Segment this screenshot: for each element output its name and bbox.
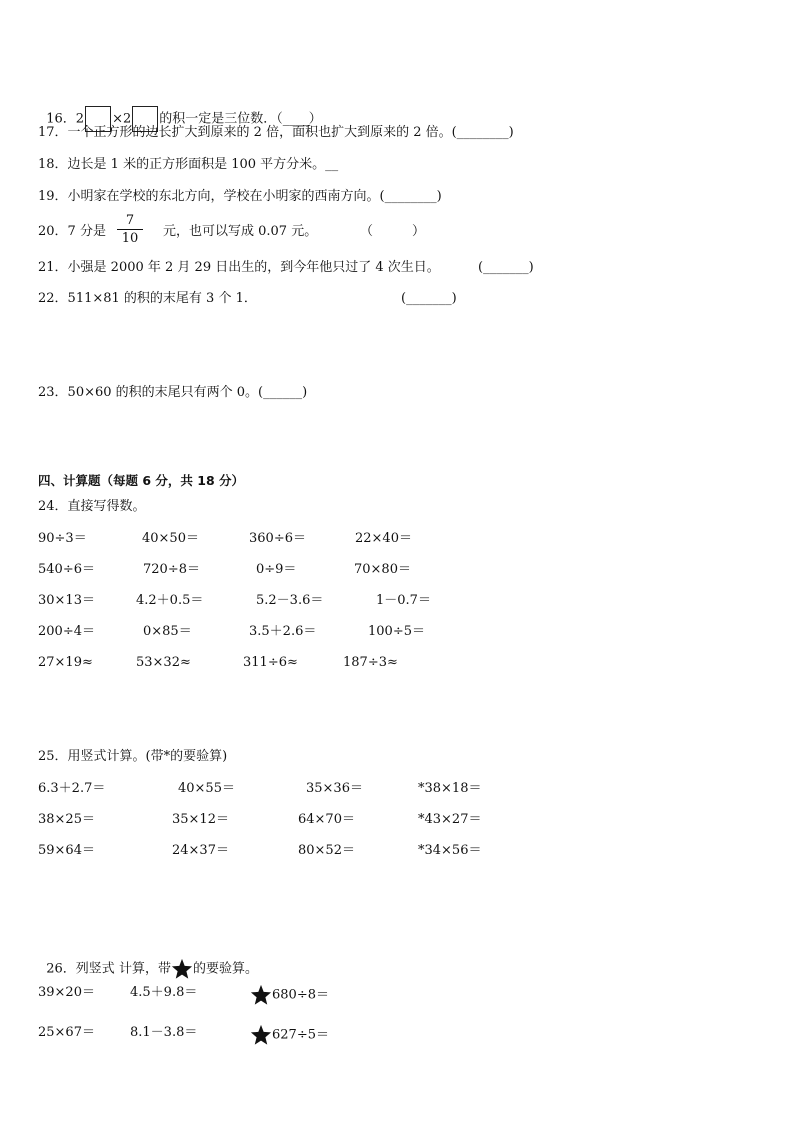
question-21-blank[interactable]: (_______) <box>478 260 534 275</box>
q26-problem: 8.1－3.8＝ <box>130 1025 198 1040</box>
question-17: 17．一个正方形的边长扩大到原来的 2 倍，面积也扩大到原来的 2 倍。(________) <box>38 125 514 140</box>
q24-problem: 1－0.7＝ <box>376 593 431 608</box>
problem-text: 680÷8＝ <box>272 987 329 1003</box>
q25-problem: 64×70＝ <box>298 812 355 827</box>
q26-problem <box>250 1024 329 1046</box>
q25-problem: 38×25＝ <box>38 812 95 827</box>
question-20-suffix: 元，也可以写成 0.07 元。 <box>163 224 318 239</box>
q24-problem: 27×19≈ <box>38 655 93 670</box>
star-icon <box>250 984 272 1006</box>
q24-problem: 720÷8＝ <box>143 562 200 577</box>
q24-problem: 70×80＝ <box>354 562 411 577</box>
q24-problem: 187÷3≈ <box>343 655 398 670</box>
fraction <box>117 213 143 246</box>
section-heading: 四、计算题（每题 6 分，共 18 分） <box>38 473 245 488</box>
q24-problem: 100÷5＝ <box>368 624 425 639</box>
question-23: 23．50×60 的积的末尾只有两个 0。(______) <box>38 385 308 400</box>
q25-problem: 35×36＝ <box>306 781 363 796</box>
question-20-blank[interactable]: （ ） <box>360 224 426 239</box>
problem-text: 627÷5＝ <box>272 1027 329 1043</box>
question-19: 19．小明家在学校的东北方向，学校在小明家的西南方向。(________) <box>38 189 442 204</box>
star-icon <box>171 958 193 980</box>
q24-problem: 4.2＋0.5＝ <box>136 593 204 608</box>
q24-problem: 540÷6＝ <box>38 562 95 577</box>
question-22: 22．511×81 的积的末尾有 3 个 1． <box>38 291 257 306</box>
question-18: 18．边长是 1 米的正方形面积是 100 平方分米。__ <box>38 157 339 172</box>
q16-times: ×2 <box>112 111 132 127</box>
q26-problem: 25×67＝ <box>38 1025 95 1040</box>
q26-title-suffix: 的要验算。 <box>192 961 258 977</box>
q25-problem: 24×37＝ <box>172 843 229 858</box>
q24-problem: 5.2－3.6＝ <box>256 593 324 608</box>
star-icon <box>250 1024 272 1046</box>
q25-problem: *34×56＝ <box>418 843 482 858</box>
q26-problem <box>250 984 329 1006</box>
q24-problem: 3.5＋2.6＝ <box>249 624 317 639</box>
q24-problem: 0×85＝ <box>143 624 192 639</box>
q24-problem: 30×13＝ <box>38 593 95 608</box>
q24-problem: 360÷6＝ <box>249 531 306 546</box>
q25-problem: *43×27＝ <box>418 812 482 827</box>
q16-suffix: 的积一定是三位数．（____） <box>159 111 322 127</box>
q25-problem: 80×52＝ <box>298 843 355 858</box>
q24-problem: 53×32≈ <box>136 655 191 670</box>
question-26-title <box>38 940 258 980</box>
q25-problem: *38×18＝ <box>418 781 482 796</box>
q25-problem: 40×55＝ <box>178 781 235 796</box>
q24-problem: 0÷9＝ <box>256 562 297 577</box>
q26-problem: 4.5＋9.8＝ <box>130 985 198 1000</box>
question-20-prefix: 20．7 分是 <box>38 224 106 239</box>
q24-problem: 90÷3＝ <box>38 531 87 546</box>
q26-title-prefix: 26．列竖式 计算，带 <box>46 961 171 977</box>
q24-problem: 200÷4＝ <box>38 624 95 639</box>
q26-problem: 39×20＝ <box>38 985 95 1000</box>
q24-problem: 40×50＝ <box>142 531 199 546</box>
q24-problem: 311÷6≈ <box>243 655 298 670</box>
question-25-title: 25．用竖式计算。(带*的要验算) <box>38 749 228 764</box>
q25-problem: 35×12＝ <box>172 812 229 827</box>
q25-problem: 59×64＝ <box>38 843 95 858</box>
question-21: 21．小强是 2000 年 2 月 29 日出生的，到今年他只过了 4 次生日。 <box>38 260 440 275</box>
q24-problem: 22×40＝ <box>355 531 412 546</box>
q25-problem: 6.3＋2.7＝ <box>38 781 106 796</box>
q16-prefix: 16．2 <box>46 111 85 127</box>
fraction-denominator: 10 <box>121 231 139 246</box>
fraction-numerator: 7 <box>117 213 143 230</box>
question-24-title: 24．直接写得数。 <box>38 499 146 514</box>
question-22-blank[interactable]: (_______) <box>401 291 457 306</box>
